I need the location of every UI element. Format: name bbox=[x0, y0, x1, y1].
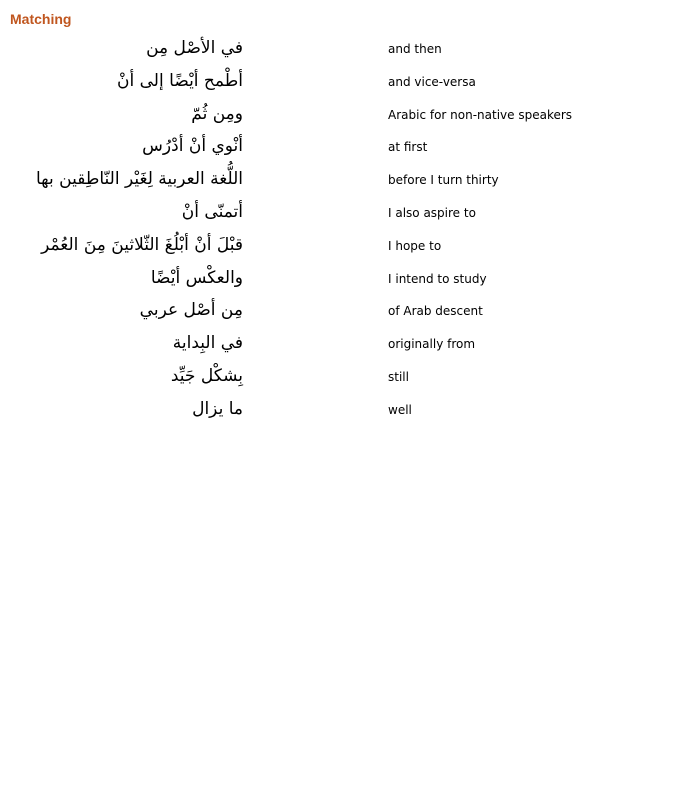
page-title: Matching bbox=[10, 11, 72, 27]
english-phrase: I hope to bbox=[388, 238, 442, 253]
arabic-phrase: في البداية bbox=[172, 333, 243, 354]
english-phrase: well bbox=[388, 402, 412, 417]
english-phrase: I intend to study bbox=[388, 271, 487, 286]
matching-row bbox=[0, 263, 680, 296]
matching-row bbox=[0, 131, 680, 164]
english-phrase: and then bbox=[388, 42, 442, 56]
arabic-phrase: من أصل عربي bbox=[139, 300, 243, 321]
matching-row bbox=[0, 295, 680, 328]
arabic-phrase: اللغة العربية لغير الناطقين بها bbox=[35, 169, 243, 190]
matching-row bbox=[0, 230, 680, 263]
arabic-phrase: بشكل جيد bbox=[170, 365, 243, 386]
matching-row bbox=[0, 33, 680, 66]
matching-row bbox=[0, 394, 680, 427]
arabic-phrase: أنوي أن أدرس bbox=[142, 136, 243, 157]
english-phrase: I also aspire to bbox=[388, 205, 476, 220]
matching-list bbox=[0, 33, 680, 427]
english-phrase: of Arab descent bbox=[388, 304, 483, 319]
arabic-phrase: أطمح أيضا إلى أن bbox=[117, 70, 243, 91]
arabic-phrase: قبل أن أبلغ الثلاثين من العمر bbox=[41, 234, 243, 255]
arabic-phrase: والعكس أيضا bbox=[150, 267, 243, 288]
english-phrase: at first bbox=[388, 140, 428, 155]
arabic-phrase: في الأصل من bbox=[146, 38, 243, 58]
english-phrase: Arabic for non-native speakers bbox=[388, 107, 573, 122]
matching-row bbox=[0, 66, 680, 99]
english-phrase: and vice-versa bbox=[388, 74, 476, 89]
english-phrase: before I turn thirty bbox=[388, 173, 499, 188]
matching-row bbox=[0, 197, 680, 230]
english-phrase: originally from bbox=[388, 337, 476, 352]
english-phrase: still bbox=[388, 369, 409, 384]
matching-row bbox=[0, 361, 680, 394]
arabic-phrase: ما يزال bbox=[192, 398, 243, 419]
matching-row bbox=[0, 164, 680, 197]
matching-row bbox=[0, 99, 680, 132]
arabic-phrase: ومن ثم bbox=[191, 103, 243, 124]
arabic-phrase: أتمنى أن bbox=[181, 201, 243, 222]
matching-row bbox=[0, 328, 680, 361]
